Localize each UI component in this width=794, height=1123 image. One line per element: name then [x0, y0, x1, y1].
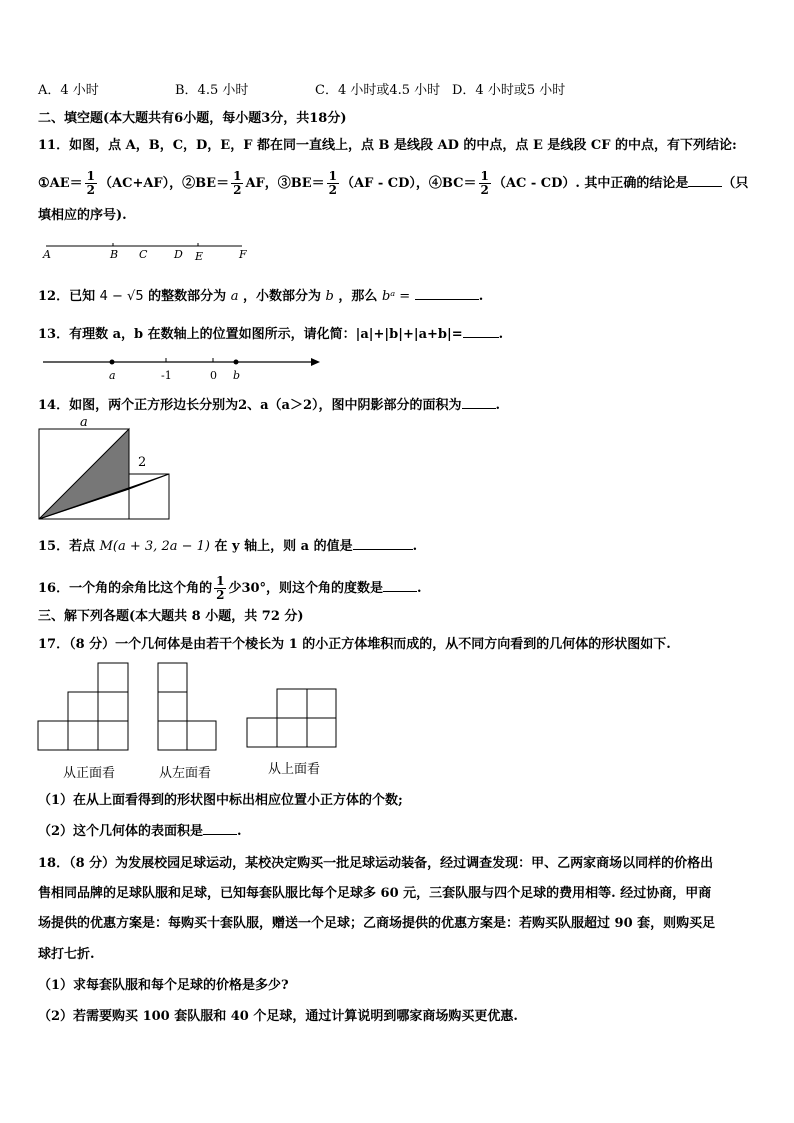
q15-post: 在 y 轴上，则 a 的值是: [214, 539, 353, 554]
q17-sub2-line: [38, 822, 242, 841]
q11-c2-post: AF，: [245, 176, 278, 191]
q11-c3-post: （AF - CD），: [341, 176, 429, 191]
q14-line: [38, 396, 500, 415]
q11-line1: 11．如图，点 A，B，C，D，E，F 都在同一直线上，点 B 是线段 AD 的中点，点 E 是线段 CF 的中点，有下列结论:: [38, 138, 737, 153]
q17-sub1: （1）在从上面看得到的形状图中标出相应位置小正方体的个数;: [38, 793, 403, 808]
q16-post: 少30°，则这个角的度数是: [228, 581, 384, 596]
q10-option-b: B．4.5 小时: [175, 83, 249, 98]
number-line-label-neg1: -1: [161, 369, 172, 382]
q13-end: .: [498, 327, 504, 342]
number-line-arrow: [311, 358, 320, 366]
q10-option-c: C．4 小时或4.5 小时: [315, 83, 441, 98]
q18-line3: 场提供的优惠方案是：每购买十套队服，赠送一个足球；乙商场提供的优惠方案是：若购买队服超过 90 套，则购买足: [38, 916, 716, 931]
top-cell: [307, 689, 336, 718]
q16-line: [38, 575, 422, 602]
left-cell: [158, 721, 187, 750]
q15-pre: 15．若点: [38, 539, 96, 554]
q12-answer-blank[interactable]: [415, 287, 479, 300]
fraction-numerator: 1: [480, 169, 489, 183]
q14-squares-figure: [38, 414, 173, 524]
front-cell: [68, 692, 98, 721]
q14-text: 14．如图，两个正方形边长分别为2、a（a＞2），图中阴影部分的面积为: [38, 398, 462, 413]
q11-answer-blank[interactable]: [688, 174, 722, 187]
q18-line2: 售相同品牌的足球队服和足球，已知每套队服比每个足球多 60 元，三套队服与四个足球的费用相等. 经过协商，甲商: [38, 886, 712, 901]
fraction-numerator: 1: [233, 169, 242, 183]
number-line-label-0: 0: [210, 369, 217, 382]
number-line-label-a: a: [109, 369, 116, 382]
q14-label-2: 2: [138, 455, 147, 470]
section3-header: 三、解下列各题(本大题共 8 小题，共 72 分): [38, 609, 304, 624]
q12-mid2: ，小数部分为: [242, 289, 321, 304]
q11-c1-post: （AC+AF），: [99, 176, 183, 191]
q11-c1-pre: ①AE＝: [38, 176, 83, 191]
fraction-denominator: 2: [328, 183, 338, 197]
q13-line: [38, 325, 503, 344]
q17-sub2: （2）这个几何体的表面积是: [38, 824, 204, 839]
q10-option-d: D．4 小时或5 小时: [452, 83, 566, 98]
q12-mid1: 的整数部分为: [148, 289, 227, 304]
q11-fraction-4: [479, 170, 491, 197]
q11-c3-pre: ③BE＝: [277, 176, 325, 191]
fraction-numerator: 1: [216, 574, 225, 588]
section2-header: 二、填空题(本大题共有6小题，每小题3分，共18分): [38, 111, 347, 126]
q11-line3: 填相应的序号).: [38, 208, 127, 223]
q14-end: .: [495, 398, 501, 413]
top-cell: [277, 718, 307, 747]
caption-top-view: 从上面看: [268, 762, 321, 777]
q13-answer-blank[interactable]: [463, 325, 499, 338]
fraction-denominator: 2: [86, 183, 96, 197]
segment-point-label-f: F: [239, 248, 247, 261]
front-cell: [98, 692, 128, 721]
q18-sub1: （1）求每套队服和每个足球的价格是多少?: [38, 978, 289, 993]
left-cell: [158, 692, 187, 721]
q16-end: .: [417, 581, 422, 596]
q16-fraction: [214, 575, 226, 602]
segment-point-label-c: C: [139, 248, 148, 261]
shaded-triangle-upper: [39, 429, 129, 519]
top-cell: [277, 689, 307, 718]
top-cell: [307, 718, 336, 747]
q16-pre: 16．一个角的余角比这个角的: [38, 581, 213, 596]
fraction-denominator: 2: [480, 183, 489, 197]
fraction-denominator: 2: [233, 183, 242, 197]
front-cell: [38, 721, 68, 750]
left-cell: [187, 721, 216, 750]
segment-point-label-e: E: [195, 250, 204, 262]
q11-tail: （只: [722, 176, 749, 191]
q14-label-a: a: [80, 415, 88, 430]
q11-c2-pre: ②BE＝: [182, 176, 230, 191]
q12-var-a: a: [230, 289, 239, 304]
q11-fraction-2: [231, 170, 243, 197]
segment-point-label-b: B: [110, 248, 119, 261]
q12-var-b: b: [325, 289, 334, 304]
q17-text: 17．（8 分）一个几何体是由若干个棱长为 1 的小正方体堆积而成的，从不同方向看到的几何体的形状图如下.: [38, 637, 671, 652]
q11-fraction-1: [85, 170, 97, 197]
q13-text: 13．有理数 a，b 在数轴上的位置如图所示，请化简：|a|+|b|+|a+b|=: [38, 327, 463, 342]
q13-number-line: [38, 352, 328, 384]
top-cell: [247, 718, 277, 747]
q17-view-figures: [37, 662, 357, 754]
q12-power: bᵃ =: [381, 289, 411, 304]
q17-sub2-end: .: [237, 824, 242, 839]
caption-left-view: 从左面看: [159, 766, 212, 781]
q18-line4: 球打七折.: [38, 947, 95, 962]
q11-segment-figure: [38, 238, 258, 262]
front-cell: [68, 721, 98, 750]
q17-answer-blank[interactable]: [203, 822, 237, 835]
fraction-numerator: 1: [86, 169, 96, 183]
q10-option-a: A．4 小时: [38, 83, 99, 98]
segment-point-label-d: D: [174, 248, 183, 261]
q12-line: [38, 287, 483, 306]
q12-end: .: [478, 289, 484, 304]
front-cell: [98, 721, 128, 750]
q11-c4-post: （AC - CD）. 其中正确的结论是: [492, 176, 689, 191]
fraction-denominator: 2: [216, 588, 225, 602]
point-b-dot: [234, 360, 239, 365]
fraction-numerator: 1: [328, 169, 338, 183]
segment-point-label-a: A: [43, 248, 51, 261]
q12-expression: 4 − √5: [99, 289, 144, 304]
q11-fraction-3: [327, 170, 339, 197]
q12-mid3: ，那么: [338, 289, 378, 304]
number-line-label-b: b: [233, 369, 241, 382]
q14-answer-blank[interactable]: [462, 396, 496, 409]
q16-answer-blank[interactable]: [383, 579, 417, 592]
q15-answer-blank[interactable]: [353, 537, 413, 550]
left-cell: [158, 663, 187, 692]
point-a-dot: [110, 360, 115, 365]
caption-front-view: 从正面看: [63, 766, 116, 781]
front-cell: [98, 663, 128, 692]
q15-line: [38, 537, 417, 556]
q12-pre: 12．已知: [38, 289, 96, 304]
q11-conclusions: [38, 170, 748, 197]
q15-end: .: [412, 539, 418, 554]
q18-line1: 18．（8 分）为发展校园足球运动，某校决定购买一批足球运动装备，经过调查发现：甲、乙两家商场以同样的价格出: [38, 856, 714, 871]
q15-point: M(a + 3, 2a − 1): [99, 539, 210, 554]
q11-c4-pre: ④BC＝: [428, 176, 477, 191]
q18-sub2: （2）若需要购买 100 套队服和 40 个足球，通过计算说明到哪家商场购买更优惠.: [38, 1009, 518, 1024]
